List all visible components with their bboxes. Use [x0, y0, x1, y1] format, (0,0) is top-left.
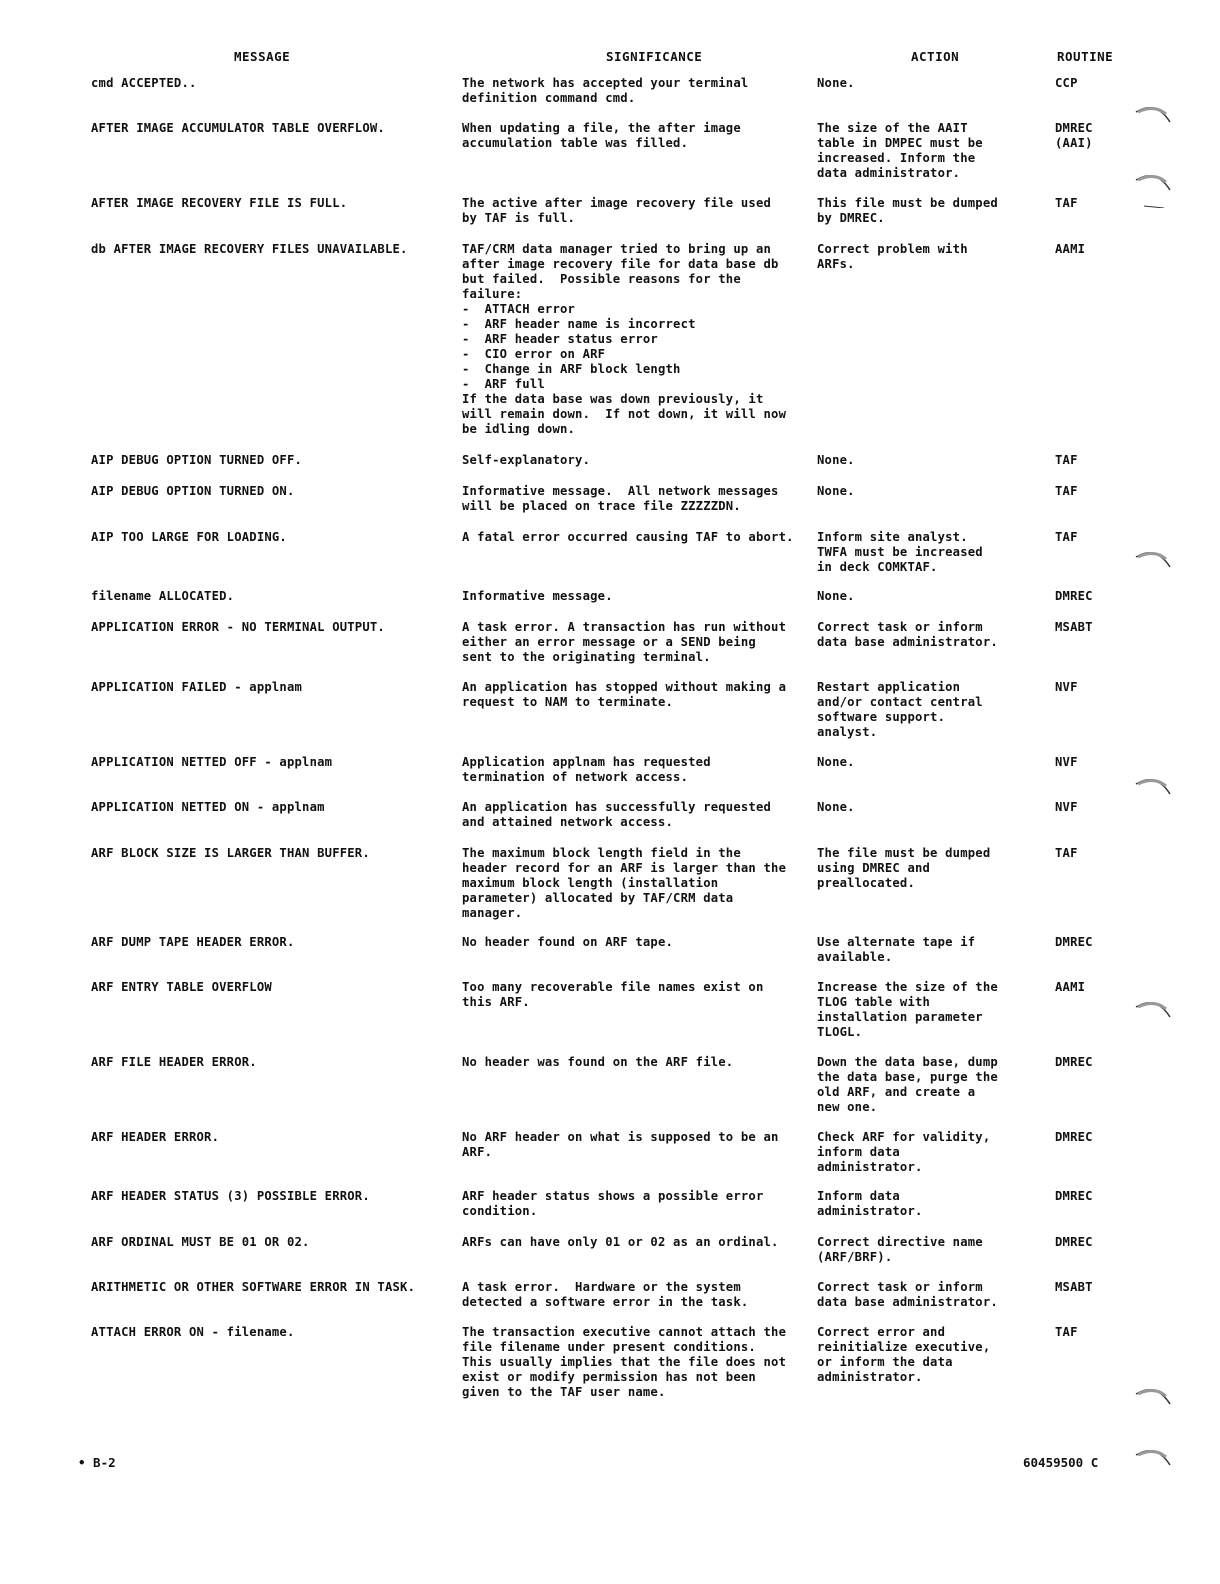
action-cell [817, 76, 855, 91]
cell-line: and attained network access. [462, 815, 674, 829]
cell-line: installation parameter [817, 1010, 983, 1024]
cell-line: TAF [1055, 484, 1078, 498]
cell-line: be idling down. [462, 422, 576, 436]
cell-line: MSABT [1055, 1280, 1093, 1294]
message-cell [91, 1130, 219, 1145]
routine-cell [1055, 242, 1085, 257]
cell-line: Correct problem with [817, 242, 968, 256]
message-cell [91, 242, 408, 257]
action-cell [817, 242, 968, 272]
cell-line: will remain down. If not down, it will now [462, 407, 787, 421]
message-cell [91, 846, 370, 861]
cell-line: this ARF. [462, 995, 530, 1009]
cell-line: DMREC [1055, 1235, 1093, 1249]
cell-line: ARITHMETIC OR OTHER SOFTWARE ERROR IN TASK. [91, 1280, 416, 1294]
routine-cell [1055, 484, 1078, 499]
cell-line: An application has successfully requested [462, 800, 772, 814]
cell-line: The network has accepted your terminal [462, 76, 749, 90]
cell-line: TAF/CRM data manager tried to bring up an [462, 242, 772, 256]
cell-line: The transaction executive cannot attach the [462, 1325, 787, 1339]
cell-line: manager. [462, 906, 523, 920]
routine-cell [1055, 1055, 1093, 1070]
cell-line: - ARF full [462, 377, 545, 391]
cell-line: APPLICATION NETTED ON - applnam [91, 800, 325, 814]
routine-cell [1055, 121, 1093, 151]
cell-line: header record for an ARF is larger than the [462, 861, 787, 875]
cell-line: administrator. [817, 1160, 923, 1174]
cell-line: When updating a file, the after image [462, 121, 741, 135]
binder-hole-icon [1130, 545, 1174, 585]
cell-line: exist or modify permission has not been [462, 1370, 756, 1384]
cell-line: DMREC [1055, 589, 1093, 603]
cell-line: db AFTER IMAGE RECOVERY FILES UNAVAILABLE. [91, 242, 408, 256]
cell-line: accumulation table was filled. [462, 136, 689, 150]
significance-cell [462, 1189, 764, 1219]
binder-hole-icon [1130, 995, 1174, 1035]
cell-line: old ARF, and create a [817, 1085, 976, 1099]
message-cell [91, 755, 332, 770]
cell-line: ARF FILE HEADER ERROR. [91, 1055, 257, 1069]
cell-line: analyst. [817, 725, 878, 739]
action-cell [817, 680, 983, 740]
action-cell [817, 196, 998, 226]
cell-line: No header was found on the ARF file. [462, 1055, 734, 1069]
cell-line: AIP DEBUG OPTION TURNED OFF. [91, 453, 303, 467]
cell-line: AFTER IMAGE RECOVERY FILE IS FULL. [91, 196, 348, 210]
cell-line: data administrator. [817, 166, 961, 180]
cell-line: or inform the data [817, 1355, 953, 1369]
message-cell [91, 980, 272, 995]
cell-line: A fatal error occurred causing TAF to abort. [462, 530, 794, 544]
cell-line: (ARF/BRF). [817, 1250, 893, 1264]
message-cell [91, 530, 287, 545]
routine-cell [1055, 589, 1093, 604]
significance-cell [462, 530, 794, 545]
cell-line: Correct error and [817, 1325, 946, 1339]
action-cell [817, 1189, 923, 1219]
message-cell [91, 484, 295, 499]
cell-line: No header found on ARF tape. [462, 935, 674, 949]
cell-line: failure: [462, 287, 523, 301]
cell-line: Use alternate tape if [817, 935, 976, 949]
cell-line: Self-explanatory. [462, 453, 591, 467]
message-cell [91, 589, 234, 604]
cell-line: (AAI) [1055, 136, 1093, 150]
cell-line: This usually implies that the file does not [462, 1355, 787, 1369]
significance-cell [462, 800, 771, 830]
cell-line: will be placed on trace file ZZZZZDN. [462, 499, 741, 513]
cell-line: NVF [1055, 755, 1078, 769]
cell-line: definition command cmd. [462, 91, 636, 105]
cell-line: - ARF header name is incorrect [462, 317, 696, 331]
cell-line: AAMI [1055, 980, 1086, 994]
message-cell [91, 121, 385, 136]
routine-cell [1055, 196, 1078, 211]
cell-line: - ATTACH error [462, 302, 576, 316]
cell-line: Inform site analyst. [817, 530, 968, 544]
page-number: • B-2 [78, 1455, 116, 1470]
cell-line: Correct task or inform [817, 620, 983, 634]
cell-line: request to NAM to terminate. [462, 695, 674, 709]
routine-cell [1055, 935, 1093, 950]
significance-cell [462, 680, 786, 710]
cell-line: software support. [817, 710, 946, 724]
cell-line: The maximum block length field in the [462, 846, 741, 860]
action-cell [817, 1130, 990, 1175]
cell-line: but failed. Possible reasons for the [462, 272, 741, 286]
cell-line: None. [817, 76, 855, 90]
significance-cell [462, 1235, 779, 1250]
cell-line: APPLICATION ERROR - NO TERMINAL OUTPUT. [91, 620, 385, 634]
action-cell [817, 484, 855, 499]
action-cell [817, 121, 983, 181]
cell-line: A task error. Hardware or the system [462, 1280, 741, 1294]
cell-line: ARFs can have only 01 or 02 as an ordinal. [462, 1235, 779, 1249]
cell-line: file filename under present conditions. [462, 1340, 756, 1354]
routine-cell [1055, 530, 1078, 545]
message-cell [91, 1325, 295, 1340]
cell-line: using DMREC and [817, 861, 931, 875]
significance-cell [462, 620, 786, 665]
cell-line: maximum block length (installation [462, 876, 719, 890]
cell-line: - ARF header status error [462, 332, 658, 346]
action-cell [817, 1055, 998, 1115]
cell-line: DMREC [1055, 1130, 1093, 1144]
cell-line: Correct task or inform [817, 1280, 983, 1294]
cell-line: administrator. [817, 1204, 923, 1218]
routine-cell [1055, 1280, 1093, 1295]
cell-line: ATTACH ERROR ON - filename. [91, 1325, 295, 1339]
cell-line: Correct directive name [817, 1235, 983, 1249]
cell-line: data base administrator. [817, 1295, 998, 1309]
action-cell [817, 755, 855, 770]
significance-cell [462, 121, 741, 151]
cell-line: detected a software error in the task. [462, 1295, 749, 1309]
cell-line: Down the data base, dump [817, 1055, 998, 1069]
action-cell [817, 1280, 998, 1310]
cell-line: parameter) allocated by TAF/CRM data [462, 891, 734, 905]
cell-line: None. [817, 484, 855, 498]
action-cell [817, 453, 855, 468]
action-cell [817, 530, 983, 575]
significance-cell [462, 1130, 779, 1160]
cell-line: AIP DEBUG OPTION TURNED ON. [91, 484, 295, 498]
cell-line: new one. [817, 1100, 878, 1114]
message-cell [91, 1235, 310, 1250]
routine-cell [1055, 76, 1078, 91]
cell-line: This file must be dumped [817, 196, 998, 210]
routine-cell [1055, 1130, 1093, 1145]
document-number: 60459500 C [1023, 1455, 1099, 1470]
cell-line: TAF [1055, 1325, 1078, 1339]
binder-hole-icon [1130, 100, 1174, 140]
cell-line: A task error. A transaction has run without [462, 620, 787, 634]
cell-line: increased. Inform the [817, 151, 976, 165]
message-cell [91, 680, 302, 695]
significance-cell [462, 453, 590, 468]
cell-line: reinitialize executive, [817, 1340, 991, 1354]
cell-line: given to the TAF user name. [462, 1385, 666, 1399]
cell-line: administrator. [817, 1370, 923, 1384]
action-cell [817, 935, 975, 965]
cell-line: ARF HEADER ERROR. [91, 1130, 220, 1144]
cell-line: Informative message. All network messages [462, 484, 779, 498]
header-routine: ROUTINE [1057, 49, 1114, 64]
cell-line: AAMI [1055, 242, 1086, 256]
cell-line: The active after image recovery file used [462, 196, 772, 210]
binder-hole-icon [1130, 1443, 1174, 1483]
cell-line: None. [817, 589, 855, 603]
cell-line: None. [817, 453, 855, 467]
routine-cell [1055, 680, 1078, 695]
cell-line: Check ARF for validity, [817, 1130, 991, 1144]
action-cell [817, 846, 990, 891]
cell-line: Too many recoverable file names exist on [462, 980, 764, 994]
cell-line: by DMREC. [817, 211, 885, 225]
cell-line: If the data base was down previously, it [462, 392, 764, 406]
action-cell [817, 800, 855, 815]
cell-line: ARF ORDINAL MUST BE 01 OR 02. [91, 1235, 310, 1249]
cell-line: Application applnam has requested [462, 755, 711, 769]
cell-line: by TAF is full. [462, 211, 576, 225]
significance-cell [462, 76, 748, 106]
significance-cell [462, 589, 613, 604]
cell-line: and/or contact central [817, 695, 983, 709]
cell-line: Increase the size of the [817, 980, 998, 994]
header-action: ACTION [911, 49, 960, 64]
routine-cell [1055, 1325, 1078, 1340]
significance-cell [462, 1280, 748, 1310]
cell-line: NVF [1055, 800, 1078, 814]
routine-cell [1055, 980, 1085, 995]
cell-line: None. [817, 800, 855, 814]
cell-line: in deck COMKTAF. [817, 560, 938, 574]
action-cell [817, 1325, 990, 1385]
message-cell [91, 1189, 370, 1204]
message-cell [91, 76, 197, 91]
message-cell [91, 196, 347, 211]
cell-line: Inform data [817, 1189, 900, 1203]
cell-line: No ARF header on what is supposed to be an [462, 1130, 779, 1144]
cell-line: The size of the AAIT [817, 121, 968, 135]
significance-cell [462, 935, 673, 950]
cell-line: the data base, purge the [817, 1070, 998, 1084]
message-cell [91, 453, 302, 468]
cell-line: AIP TOO LARGE FOR LOADING. [91, 530, 287, 544]
cell-line: data base administrator. [817, 635, 998, 649]
cell-line: ARF header status shows a possible error [462, 1189, 764, 1203]
message-cell [91, 800, 325, 815]
cell-line: condition. [462, 1204, 538, 1218]
message-cell [91, 1280, 415, 1295]
routine-cell [1055, 1189, 1093, 1204]
routine-cell [1055, 846, 1078, 861]
cell-line: ARF BLOCK SIZE IS LARGER THAN BUFFER. [91, 846, 370, 860]
routine-cell [1055, 1235, 1093, 1250]
cell-line: TLOGL. [817, 1025, 863, 1039]
significance-cell [462, 484, 779, 514]
significance-cell [462, 755, 711, 785]
cell-line: DMREC [1055, 1055, 1093, 1069]
cell-line: available. [817, 950, 893, 964]
cell-line: cmd ACCEPTED.. [91, 76, 197, 90]
cell-line: ARFs. [817, 257, 855, 271]
message-cell [91, 620, 385, 635]
cell-line: NVF [1055, 680, 1078, 694]
cell-line: ARF. [462, 1145, 493, 1159]
cell-line: ARF ENTRY TABLE OVERFLOW [91, 980, 272, 994]
routine-cell [1055, 800, 1078, 815]
significance-cell [462, 196, 771, 226]
cell-line: - CIO error on ARF [462, 347, 606, 361]
cell-line: The file must be dumped [817, 846, 991, 860]
action-cell [817, 589, 855, 604]
cell-line: termination of network access. [462, 770, 689, 784]
routine-cell [1055, 453, 1078, 468]
message-cell [91, 1055, 257, 1070]
cell-line: AFTER IMAGE ACCUMULATOR TABLE OVERFLOW. [91, 121, 385, 135]
action-cell [817, 980, 998, 1040]
header-significance: SIGNIFICANCE [606, 49, 703, 64]
cell-line: APPLICATION NETTED OFF - applnam [91, 755, 333, 769]
cell-line: sent to the originating terminal. [462, 650, 711, 664]
cell-line: DMREC [1055, 1189, 1093, 1203]
cell-line: filename ALLOCATED. [91, 589, 235, 603]
significance-cell [462, 1325, 786, 1400]
cell-line: ARF DUMP TAPE HEADER ERROR. [91, 935, 295, 949]
significance-cell [462, 980, 764, 1010]
cell-line: TWFA must be increased [817, 545, 983, 559]
routine-cell [1055, 755, 1078, 770]
cell-line: TAF [1055, 453, 1078, 467]
binder-hole-icon [1130, 1382, 1174, 1422]
cell-line: An application has stopped without making a [462, 680, 787, 694]
cell-line: TAF [1055, 530, 1078, 544]
significance-cell [462, 1055, 733, 1070]
cell-line: CCP [1055, 76, 1078, 90]
significance-cell [462, 846, 786, 921]
cell-line: ARF HEADER STATUS (3) POSSIBLE ERROR. [91, 1189, 370, 1203]
cell-line: TAF [1055, 196, 1078, 210]
binder-hole-icon [1130, 168, 1174, 208]
cell-line: Informative message. [462, 589, 613, 603]
action-cell [817, 1235, 983, 1265]
cell-line: table in DMPEC must be [817, 136, 983, 150]
significance-cell [462, 242, 786, 437]
cell-line: Restart application [817, 680, 961, 694]
cell-line: TAF [1055, 846, 1078, 860]
binder-hole-icon [1130, 772, 1174, 812]
cell-line: MSABT [1055, 620, 1093, 634]
routine-cell [1055, 620, 1093, 635]
cell-line: None. [817, 755, 855, 769]
cell-line: APPLICATION FAILED - applnam [91, 680, 303, 694]
cell-line: either an error message or a SEND being [462, 635, 756, 649]
cell-line: after image recovery file for data base db [462, 257, 779, 271]
cell-line: preallocated. [817, 876, 915, 890]
action-cell [817, 620, 998, 650]
message-cell [91, 935, 295, 950]
cell-line: DMREC [1055, 121, 1093, 135]
cell-line: DMREC [1055, 935, 1093, 949]
cell-line: inform data [817, 1145, 900, 1159]
cell-line: - Change in ARF block length [462, 362, 681, 376]
header-message: MESSAGE [234, 49, 291, 64]
cell-line: TLOG table with [817, 995, 931, 1009]
